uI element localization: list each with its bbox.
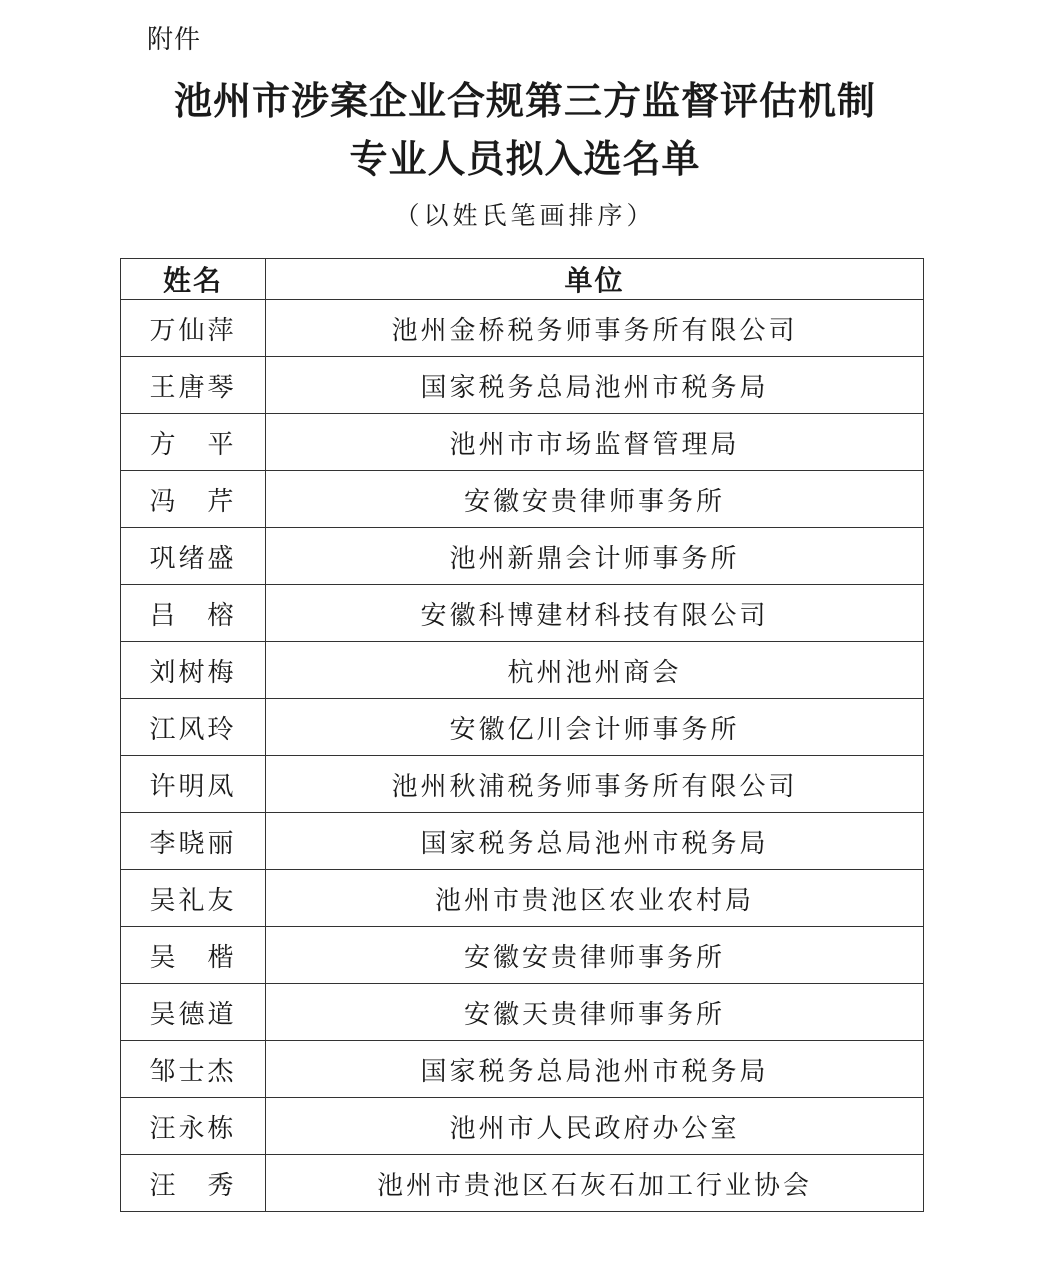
cell-name: 刘树梅 (121, 642, 266, 699)
attachment-label: 附件 (147, 25, 202, 55)
table-row (121, 642, 924, 699)
cell-name: 江风玲 (121, 699, 266, 756)
table-row (121, 1098, 924, 1155)
table-row (121, 1041, 924, 1098)
cell-name: 吴 楷 (121, 927, 266, 984)
cell-unit: 安徽科博建材科技有限公司 (266, 585, 924, 642)
cell-name: 吕 榕 (121, 585, 266, 642)
cell-name: 汪 秀 (121, 1155, 266, 1212)
table-row (121, 870, 924, 927)
cell-unit: 池州新鼎会计师事务所 (266, 528, 924, 585)
cell-name: 吴德道 (121, 984, 266, 1041)
cell-name: 许明凤 (121, 756, 266, 813)
cell-unit: 池州市市场监督管理局 (266, 414, 924, 471)
cell-name: 方 平 (121, 414, 266, 471)
header-unit: 单位 (266, 259, 924, 300)
cell-unit: 池州市贵池区农业农村局 (266, 870, 924, 927)
header-name: 姓名 (121, 259, 266, 300)
cell-unit: 池州金桥税务师事务所有限公司 (266, 300, 924, 357)
cell-name: 吴礼友 (121, 870, 266, 927)
cell-name: 王唐琴 (121, 357, 266, 414)
cell-name: 巩绪盛 (121, 528, 266, 585)
cell-unit: 池州秋浦税务师事务所有限公司 (266, 756, 924, 813)
cell-name: 万仙萍 (121, 300, 266, 357)
cell-name: 汪永栋 (121, 1098, 266, 1155)
table-row (121, 927, 924, 984)
table-row (121, 756, 924, 813)
cell-name: 李晓丽 (121, 813, 266, 870)
cell-unit: 国家税务总局池州市税务局 (266, 813, 924, 870)
table-row (121, 357, 924, 414)
cell-unit: 安徽安贵律师事务所 (266, 927, 924, 984)
table-row (121, 300, 924, 357)
table-row (121, 1155, 924, 1212)
table-row (121, 471, 924, 528)
cell-unit: 杭州池州商会 (266, 642, 924, 699)
table-row (121, 528, 924, 585)
cell-name: 邹士杰 (121, 1041, 266, 1098)
personnel-table (120, 258, 924, 1212)
cell-unit: 国家税务总局池州市税务局 (266, 357, 924, 414)
cell-unit: 安徽天贵律师事务所 (266, 984, 924, 1041)
cell-unit: 安徽安贵律师事务所 (266, 471, 924, 528)
cell-unit: 池州市人民政府办公室 (266, 1098, 924, 1155)
cell-unit: 安徽亿川会计师事务所 (266, 699, 924, 756)
document-title-line-2: 专业人员拟入选名单 (349, 137, 701, 181)
table-row (121, 699, 924, 756)
sort-note: （以姓氏笔画排序） (394, 201, 656, 230)
cell-unit: 国家税务总局池州市税务局 (266, 1041, 924, 1098)
cell-name: 冯 芹 (121, 471, 266, 528)
table-row (121, 414, 924, 471)
table-row (121, 984, 924, 1041)
table-row (121, 585, 924, 642)
table-row (121, 813, 924, 870)
cell-unit: 池州市贵池区石灰石加工行业协会 (266, 1155, 924, 1212)
document-title-line-1: 池州市涉案企业合规第三方监督评估机制 (173, 79, 876, 123)
table-header-row (121, 259, 924, 300)
